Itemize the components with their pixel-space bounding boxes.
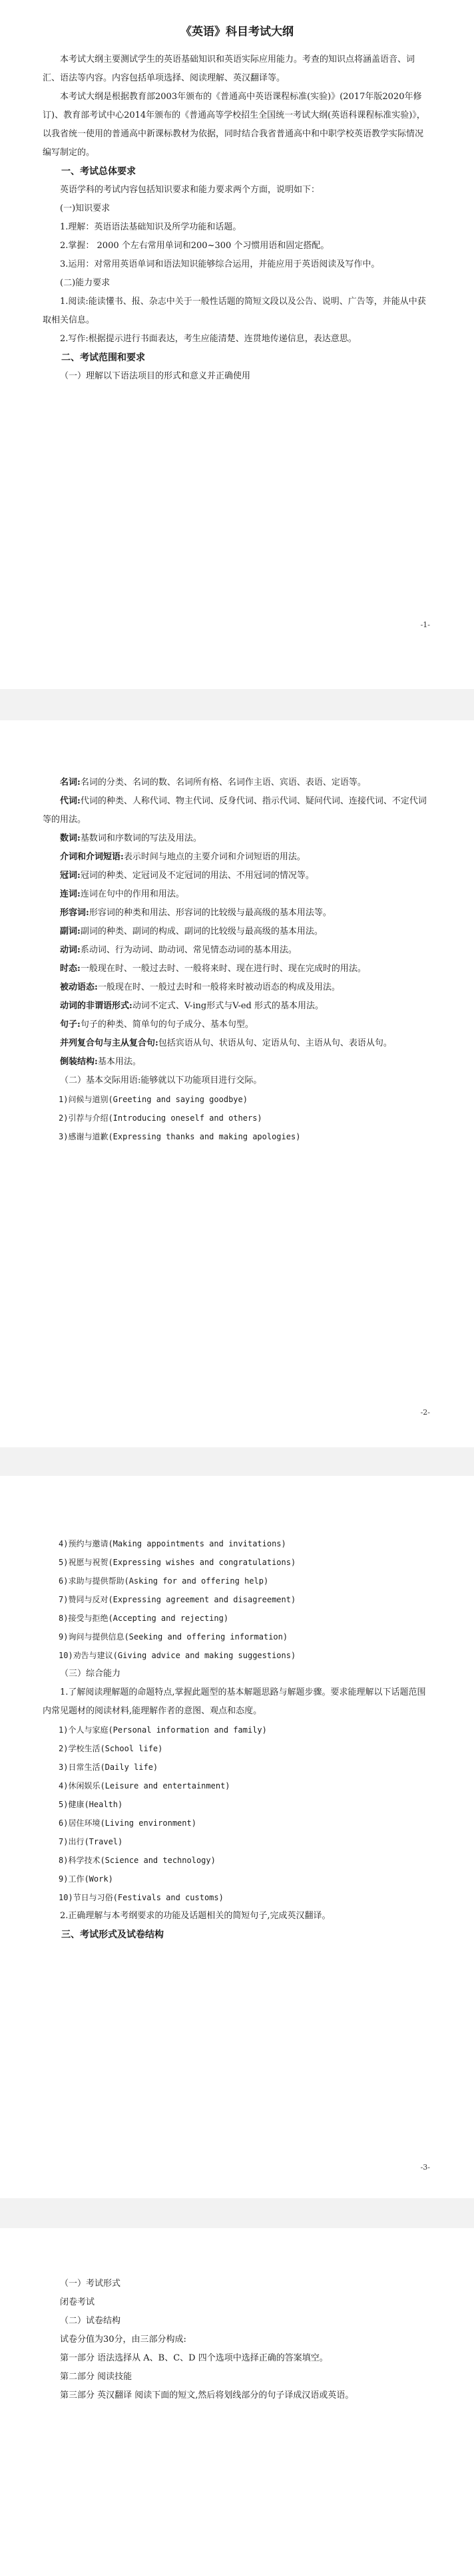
comprehensive-item-2: 2.正确理解与本考纲要求的功能及话题相关的简短句子,完成英汉翻译。 <box>60 1911 331 1921</box>
grammar-item-conjunction <box>43 885 431 904</box>
grammar-item-tense <box>43 960 431 978</box>
grammar-item-adjective <box>43 904 431 923</box>
paper-structure-text: 试卷分值为30分，由三部分构成: <box>60 2335 186 2345</box>
grammar-item-lead: 介词和介词短语: <box>60 852 124 862</box>
page-number: -1- <box>420 621 430 629</box>
grammar-item-lead: 代词: <box>60 796 81 806</box>
topic-item-9: 9)工作(Work) <box>59 1874 113 1884</box>
section-1-text: 英语学科的考试内容包括知识要求和能力要求两个方面，说明如下： <box>60 185 320 195</box>
grammar-item-lead: 被动语态: <box>60 982 98 992</box>
grammar-item-lead: 动词的非谓语形式: <box>60 1001 132 1011</box>
grammar-item-text: 包括宾语从句、状语从句、定语从句、主语从句、表语从句。 <box>158 1038 392 1048</box>
page-4-content <box>43 2275 431 2405</box>
topic-item-8: 8)科学技术(Science and technology) <box>59 1856 216 1865</box>
grammar-item-text: 系动词、行为动词、助动词、常见情态动词的基本用法。 <box>80 945 297 955</box>
grammar-item-text: 动词不定式、V-ing形式与V-ed 形式的基本用法。 <box>132 1001 324 1011</box>
grammar-item-text: 基本用法。 <box>97 1057 141 1067</box>
paper-part-2: 第二部分 阅读技能 <box>60 2372 132 2382</box>
grammar-item-lead: 冠词: <box>60 871 81 881</box>
grammar-item-text: 代词的种类、人称代词、物主代词、反身代词、指示代词、疑问代词、连接代词、不定代词等的用法。 <box>43 796 427 825</box>
section-heading-2: 二、考试范围和要求 <box>61 353 145 363</box>
topic-item-6: 6)居住环境(Living environment) <box>59 1818 196 1828</box>
page-number: -3- <box>420 2163 430 2172</box>
page-1-content <box>43 19 431 386</box>
page-number: -2- <box>420 1408 430 1417</box>
comprehensive-item-1: 1.了解阅读理解题的命题特点,掌握此题型的基本解题思路与解题步骤。要求能理解以下话题范围内常见题材的阅读材料,能理解作者的意图、观点和态度。 <box>43 1687 426 1716</box>
page-2-content <box>43 774 431 1146</box>
grammar-item-inversion <box>43 1053 431 1072</box>
grammar-item-article <box>43 867 431 885</box>
subheading-exam-form: （一）考试形式 <box>60 2279 121 2289</box>
communication-item-5: 5)祝愿与祝贺(Expressing wishes and congratulations) <box>59 1558 296 1567</box>
grammar-item-sentence <box>43 1016 431 1034</box>
topic-item-7: 7)出行(Travel) <box>59 1837 123 1846</box>
grammar-item-lead: 副词: <box>60 927 81 936</box>
ability-item-2: 2.写作:根据提示进行书面表达，考生应能清楚、连贯地传递信息，表达意思。 <box>60 334 357 344</box>
document-page-3 <box>0 1476 474 2198</box>
document-page-2 <box>0 720 474 1447</box>
grammar-item-lead: 并列复合句与主从复合句: <box>60 1038 158 1048</box>
grammar-item-text: 冠词的种类、定冠词及不定冠词的用法、不用冠词的情况等。 <box>80 871 314 881</box>
communication-item-4: 4)预约与邀请(Making appointments and invitations) <box>59 1539 286 1548</box>
document-page-1 <box>0 0 474 689</box>
section-heading-3: 三、考试形式及试卷结构 <box>61 1930 164 1940</box>
grammar-item-passive <box>43 978 431 997</box>
topic-item-10: 10)节日与习俗(Festivals and customs) <box>59 1893 224 1902</box>
communication-item-9: 9)询问与提供信息(Seeking and offering information) <box>59 1632 288 1642</box>
grammar-item-compound <box>43 1034 431 1053</box>
grammar-item-adverb <box>43 923 431 941</box>
grammar-item-text: 基数词和序数词的写法及用法。 <box>80 833 202 843</box>
paper-part-1: 第一部分 语法选择从 A、B、C、D 四个选项中选择正确的答案填空。 <box>60 2353 328 2363</box>
grammar-item-nonfinite <box>43 997 431 1016</box>
grammar-item-pronoun <box>43 792 431 829</box>
page-3-content <box>43 1534 431 1944</box>
grammar-item-lead: 倒装结构: <box>60 1057 98 1067</box>
communication-item-2: 2)引荐与介绍(Introducing oneself and others) <box>59 1113 262 1123</box>
grammar-item-verb <box>43 941 431 960</box>
grammar-item-lead: 形容词: <box>60 908 89 918</box>
intro-paragraph-1: 本考试大纲主要测试学生的英语基础知识和英语实际应用能力。考查的知识点将涵盖语音、词汇、语法等内容。内容包括单项选择、阅读理解、英汉翻译等。 <box>43 55 415 83</box>
topic-item-2: 2)学校生活(School life) <box>59 1744 163 1753</box>
topic-item-1: 1)个人与家庭(Personal information and family) <box>59 1725 267 1735</box>
knowledge-item-2: 2.掌握： 2000 个左右常用单词和200~300 个习惯用语和固定搭配。 <box>60 241 330 251</box>
communication-item-6: 6)求助与提供帮助(Asking for and offering help) <box>59 1576 269 1586</box>
subheading-communication: （二）基本交际用语:能够就以下功能项目进行交际。 <box>60 1075 262 1085</box>
grammar-item-text: 句子的种类、简单句的句子成分、基本句型。 <box>80 1020 254 1030</box>
ability-item-1: 1.阅读:能读懂书、报、杂志中关于一般性话题的简短文段以及公告、说明、广告等，并能从中获取相关信息。 <box>43 297 426 325</box>
communication-item-1: 1)问候与道别(Greeting and saying goodbye) <box>59 1095 248 1104</box>
topic-item-3: 3)日常生活(Daily life) <box>59 1763 158 1772</box>
communication-item-10: 10)劝告与建议(Giving advice and making suggestions) <box>59 1651 296 1660</box>
grammar-item-text: 连词在句中的作用和用法。 <box>80 889 184 899</box>
subheading-ability: (二)能力要求 <box>60 278 111 288</box>
grammar-item-lead: 时态: <box>60 964 81 974</box>
grammar-item-lead: 连词: <box>60 889 81 899</box>
knowledge-item-1: 1.理解：英语语法基础知识及所学功能和话题。 <box>60 222 242 232</box>
subheading-knowledge: (一)知识要求 <box>60 204 111 214</box>
communication-item-7: 7)赞同与反对(Expressing agreement and disagreement) <box>59 1595 296 1604</box>
topic-item-5: 5)健康(Health) <box>59 1800 123 1809</box>
subheading-paper-structure: （二）试卷结构 <box>60 2316 121 2326</box>
communication-item-8: 8)接受与拒绝(Accepting and rejecting) <box>59 1614 229 1623</box>
exam-form-text: 闭卷考试 <box>60 2297 95 2307</box>
communication-item-3: 3)感谢与道歉(Expressing thanks and making apologies) <box>59 1132 301 1141</box>
grammar-item-preposition <box>43 848 431 867</box>
subheading-comprehensive: （三）综合能力 <box>60 1669 121 1679</box>
grammar-item-text: 形容词的种类和用法、形容词的比较级与最高级的基本用法等。 <box>89 908 332 918</box>
grammar-item-text: 一般现在时、一般过去时、一般将来时、现在进行时、现在完成时的用法。 <box>80 964 366 974</box>
grammar-item-lead: 名词: <box>60 778 81 787</box>
intro-paragraph-2: 本考试大纲是根据教育部2003年颁布的《普通高中英语课程标准(实验)》(2017年版2020年修订)、教育部考试中心2014年颁布的《普通高等学校招生全国统一考试大纲(英语科课程标准实验)》，以我省统一使用的普通高中新课标教材为依据，同时结合我省普通高中和中职学校英语教学实际情况编写制定的。 <box>43 92 425 158</box>
document-title: 《英语》科目考试大纲 <box>180 25 294 39</box>
grammar-item-text: 名词的分类、名词的数、名词所有格、名词作主语、宾语、表语、定语等。 <box>80 778 366 787</box>
document-page-4 <box>0 2228 474 2576</box>
grammar-item-noun <box>43 774 431 792</box>
grammar-item-text: 一般现在时、一般过去时和一般将来时被动语态的构成及用法。 <box>97 982 340 992</box>
grammar-item-text: 表示时间与地点的主要介词和介词短语的用法。 <box>123 852 306 862</box>
section-2-subheading: （一）理解以下语法项目的形式和意义并正确使用 <box>60 371 251 381</box>
section-heading-1: 一、考试总体要求 <box>61 166 136 177</box>
knowledge-item-3: 3.运用：对常用英语单词和语法知识能够综合运用，并能应用于英语阅读及写作中。 <box>60 259 380 269</box>
topic-item-4: 4)休闲娱乐(Leisure and entertainment) <box>59 1781 230 1790</box>
grammar-item-text: 副词的种类、副词的构成、副词的比较级与最高级的基本用法。 <box>80 927 323 936</box>
paper-part-3: 第三部分 英汉翻译 阅读下面的短文,然后将划线部分的句子译成汉语或英语。 <box>60 2390 354 2400</box>
grammar-item-numeral <box>43 829 431 848</box>
grammar-item-lead: 数词: <box>60 833 81 843</box>
grammar-item-lead: 句子: <box>60 1020 81 1030</box>
grammar-item-lead: 动词: <box>60 945 81 955</box>
